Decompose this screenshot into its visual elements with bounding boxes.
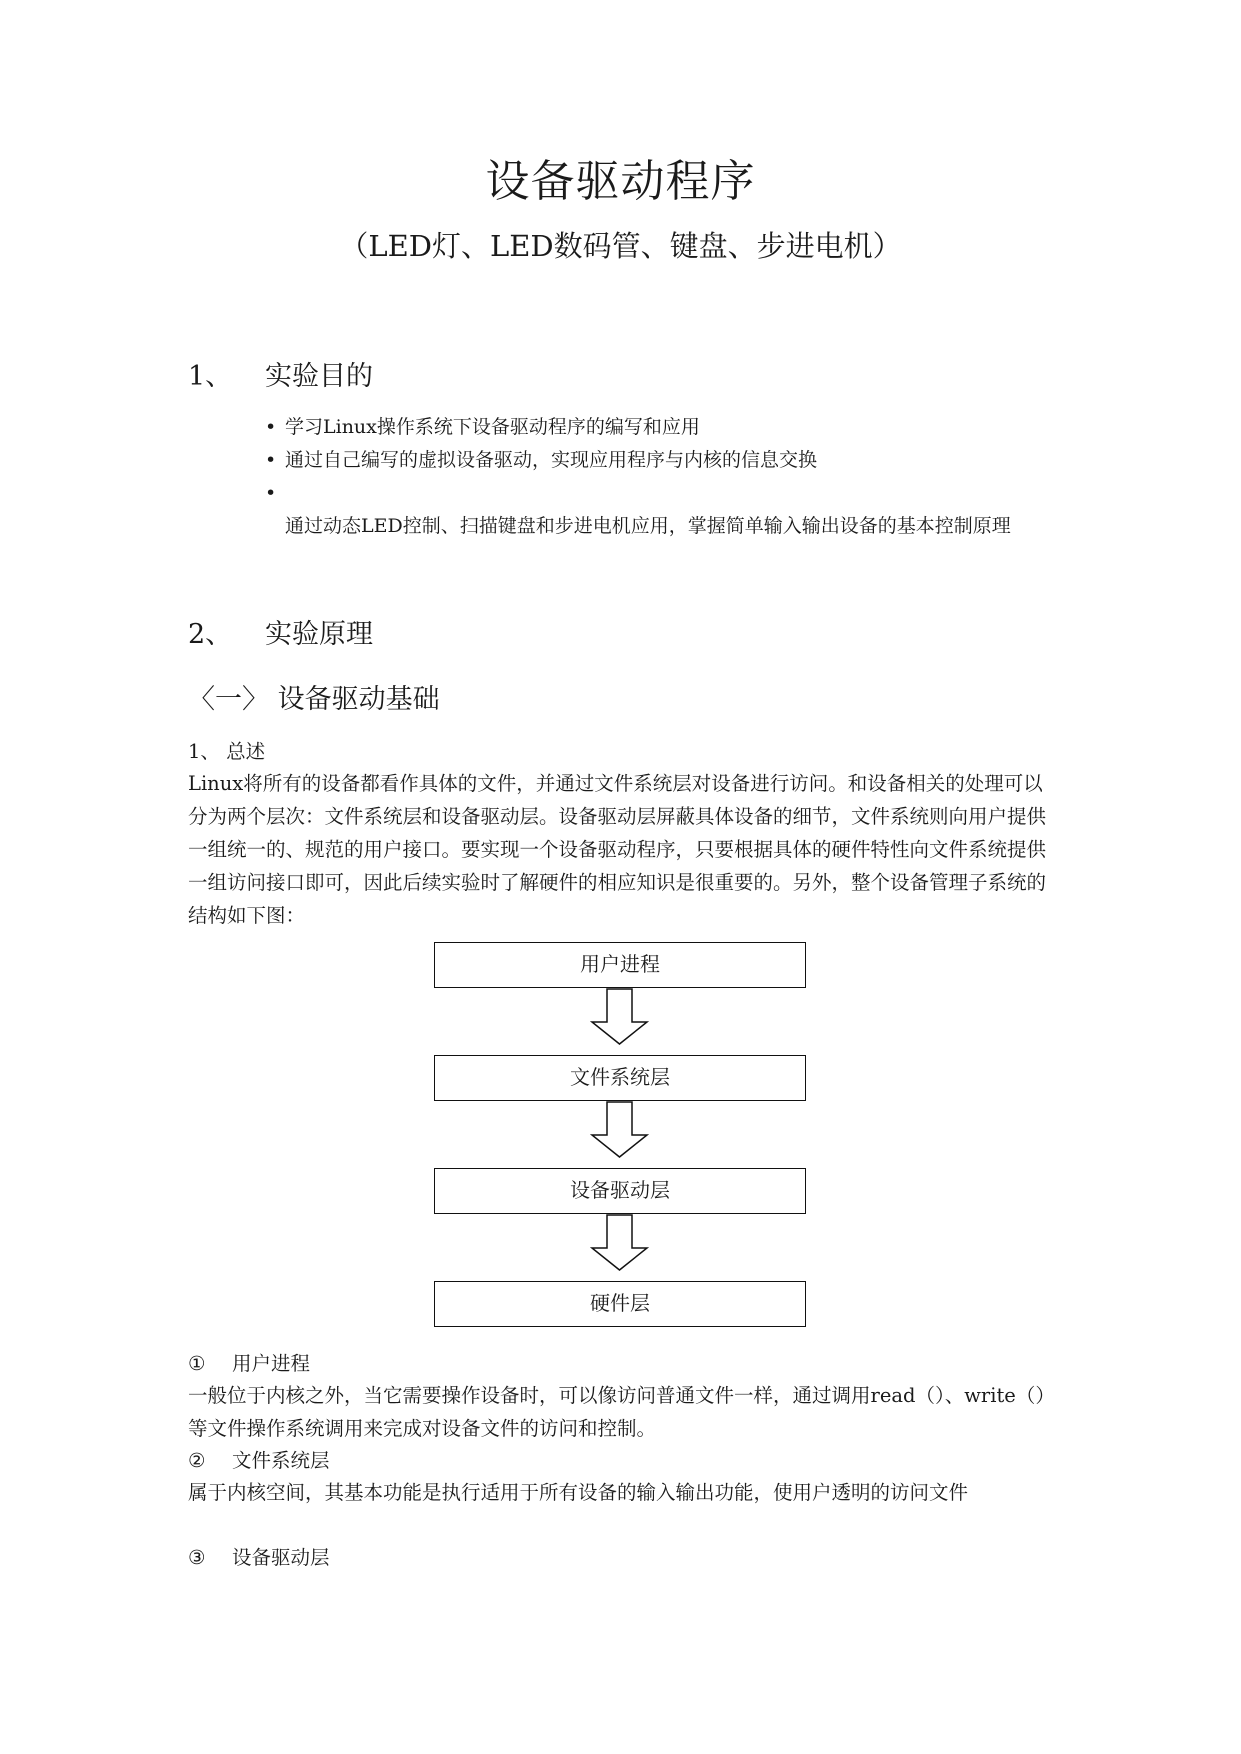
layer-label-3 [188, 1541, 330, 1574]
list-item-text: 通过动态LED控制、扫描键盘和步进电机应用，掌握简单输入输出设备的基本控制原理 [285, 515, 1011, 537]
bullet-icon: • [265, 449, 277, 471]
document-subtitle: （LED灯、LED数码管、键盘、步进电机） [339, 229, 902, 263]
circled-two-icon: ② [188, 1449, 206, 1472]
diagram-box-hardware-layer: 硬件层 [434, 1281, 806, 1327]
layer-name: 设备驱动层 [232, 1546, 330, 1569]
down-arrow-icon [592, 1215, 647, 1270]
layer-name: 用户进程 [232, 1352, 311, 1375]
item-label-overview: 1、 总述 [188, 740, 266, 763]
section-2-heading [188, 616, 373, 654]
list-item [263, 411, 1063, 444]
list-item-text: 学习Linux操作系统下设备驱动程序的编写和应用 [285, 416, 700, 438]
section-2-title: 实验原理 [265, 619, 373, 650]
layer-label-2 [188, 1444, 330, 1477]
section-1-heading [188, 358, 373, 396]
section-1-number: 1、 [188, 361, 233, 392]
layer-label-1 [188, 1347, 310, 1380]
diagram-box-user-process: 用户进程 [434, 942, 806, 988]
overview-paragraph: Linux将所有的设备都看作具体的文件，并通过文件系统层对设备进行访问。和设备相关的处理可以分为两个层次：文件系统层和设备驱动层。设备驱动层屏蔽具体设备的细节，文件系统则向用户提供一组统一的、规范的用户接口。要实现一个设备驱动程序，只要根据具体的硬件特性向文件系统提供一组访问接口即可，因此后续实验时了解硬件的相应知识是很重要的。另外，整个设备管理子系统的结构如下图： [188, 772, 1047, 927]
bullet-icon: • [265, 416, 277, 438]
circled-three-icon: ③ [188, 1546, 206, 1569]
arrows [592, 989, 647, 1270]
list-item [263, 444, 1063, 477]
diagram-box-device-driver-layer: 设备驱动层 [434, 1168, 806, 1214]
document-title: 设备驱动程序 [485, 156, 756, 207]
bullet-icon: • [265, 482, 277, 504]
subsection-heading: 〈一〉 设备驱动基础 [188, 684, 440, 715]
down-arrow-icon [592, 1102, 647, 1157]
section-2-number: 2、 [188, 619, 233, 650]
list-item-text: 通过自己编写的虚拟设备驱动，实现应用程序与内核的信息交换 [285, 449, 818, 471]
objectives-list [263, 411, 1063, 543]
diagram-box-file-system-layer: 文件系统层 [434, 1055, 806, 1101]
circled-one-icon: ① [188, 1352, 206, 1375]
list-item [263, 477, 1063, 543]
layer-name: 文件系统层 [232, 1449, 330, 1472]
layer-description-1: 一般位于内核之外，当它需要操作设备时，可以像访问普通文件一样，通过调用read（）、write（）等文件操作系统调用来完成对设备文件的访问和控制。 [188, 1384, 1055, 1440]
layer-description-2: 属于内核空间，其基本功能是执行适用于所有设备的输入输出功能，使用户透明的访问文件 [188, 1481, 969, 1504]
down-arrow-icon [592, 989, 647, 1044]
section-1-title: 实验目的 [265, 361, 373, 392]
